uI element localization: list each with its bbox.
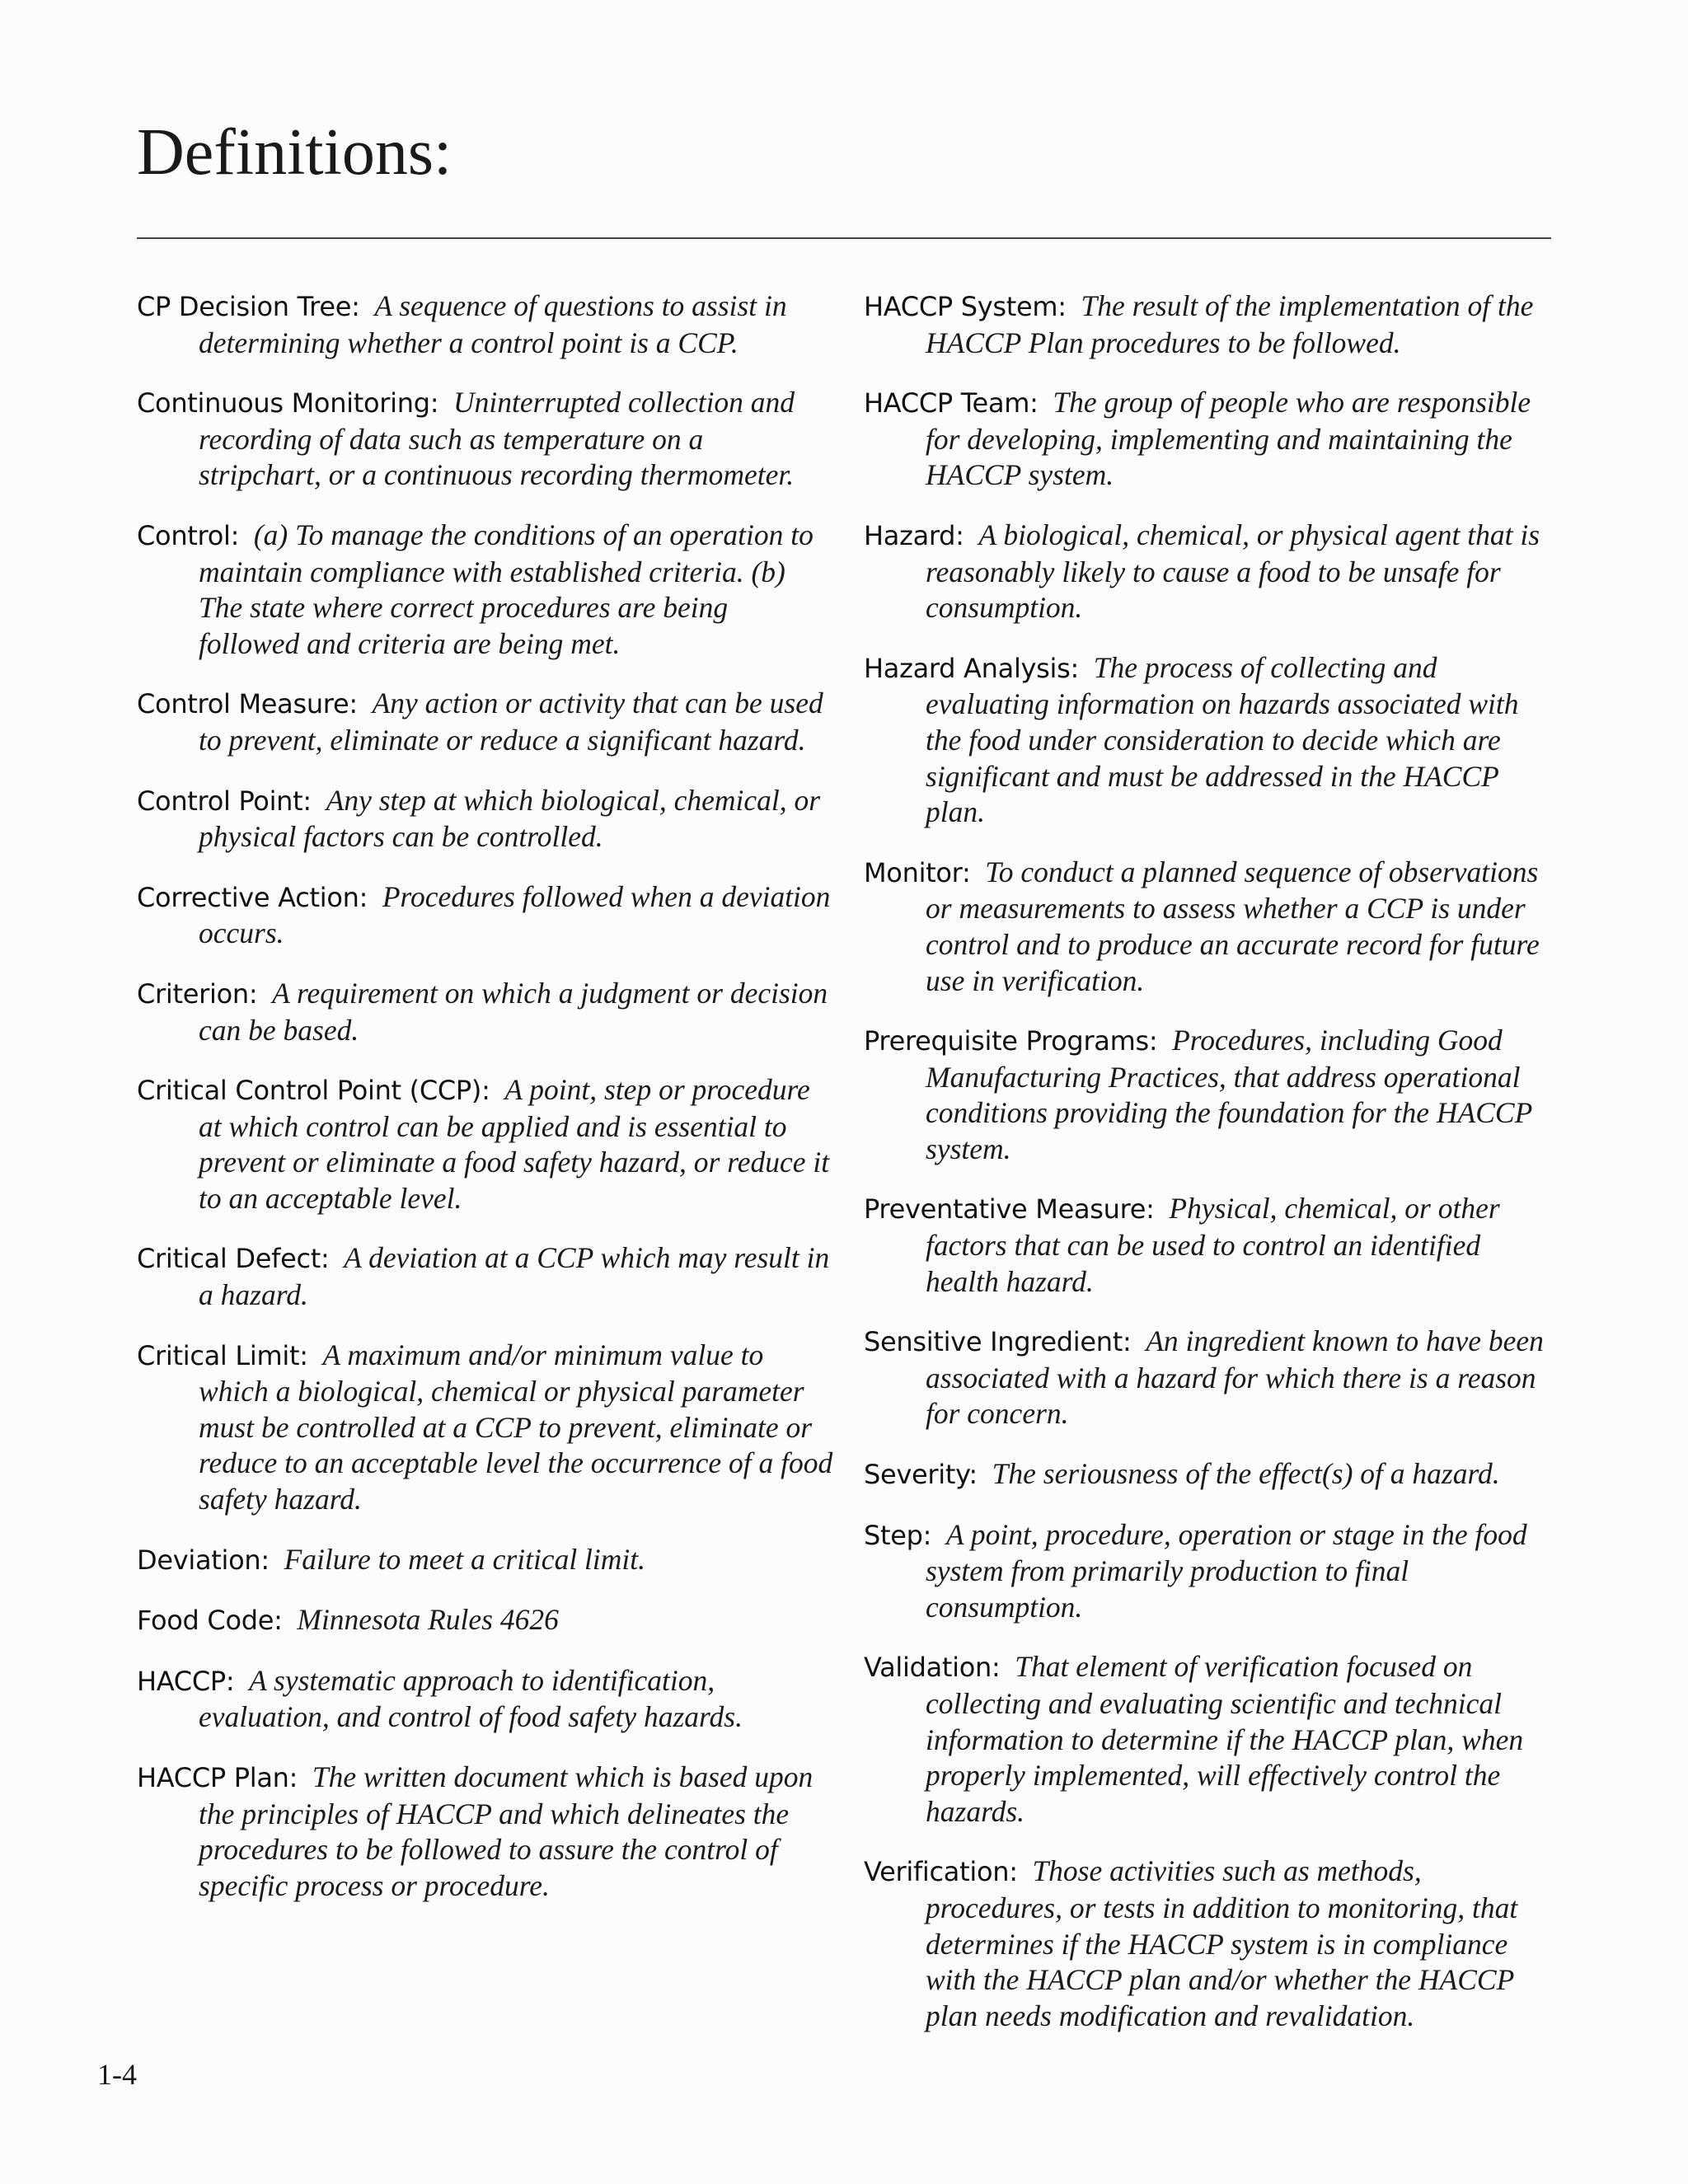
page-title: Definitions: <box>137 116 452 189</box>
definition-text: To conduct a planned sequence of observations or measurements to assess whether a CCP is under control and to produce an accurate record for future use in verification. <box>926 855 1540 997</box>
definition-term: Deviation: <box>137 1544 270 1576</box>
right-column <box>864 288 1560 2058</box>
definition-text: Procedures, including Good Manufacturing Practices, that address operational conditions providing the foundation for the HACCP system. <box>926 1024 1532 1165</box>
page-number: 1-4 <box>97 2058 137 2091</box>
definition-entry <box>864 650 1560 831</box>
title-divider <box>137 237 1551 239</box>
definition-term: Prerequisite Programs: <box>864 1025 1158 1057</box>
definition-entry <box>137 1542 833 1579</box>
definition-entry <box>137 385 833 494</box>
definition-text: Those activities such as methods, procedures, or tests in addition to monitoring, that determines if the HACCP system is in compliance with the HACCP plan and/or whether the HACCP plan needs modification and revalidation. <box>926 1854 1518 2032</box>
definition-term: Food Code: <box>137 1605 283 1637</box>
definition-text: The process of collecting and evaluating information on hazards associated with the food under consideration to decide which are significant and must be addressed in the HACCP plan. <box>926 650 1519 829</box>
definition-term: HACCP: <box>137 1665 235 1697</box>
definition-entry <box>137 686 833 758</box>
definition-term: CP Decision Tree: <box>137 291 360 322</box>
definition-term: Verification: <box>864 1856 1018 1888</box>
definition-term: Validation: <box>864 1652 1001 1684</box>
definition-text: The result of the implementation of the HACCP Plan procedures to be followed. <box>926 289 1534 359</box>
definition-term: Monitor: <box>864 856 971 888</box>
definition-term: HACCP System: <box>864 291 1067 322</box>
definition-term: Severity: <box>864 1459 978 1491</box>
definition-text: A systematic approach to identification, evaluation, and control of food safety hazards. <box>199 1663 743 1734</box>
definition-term: Control Measure: <box>137 688 358 720</box>
definition-term: Control: <box>137 519 240 551</box>
definition-term: Step: <box>864 1519 932 1551</box>
definition-text: That element of verification focused on collecting and evaluating scientific and technical information to determine if the HACCP plan, when properly implemented, will effectively control the hazards. <box>926 1650 1524 1828</box>
definition-term: Continuous Monitoring: <box>137 387 439 419</box>
definition-term: Criterion: <box>137 977 258 1010</box>
definition-text: Failure to meet a critical limit. <box>284 1542 646 1576</box>
definition-text: The written document which is based upon the principles of HACCP and which delineates the procedures to be followed to assure the control of specific process or procedure. <box>199 1760 814 1902</box>
definition-term: HACCP Team: <box>864 387 1039 419</box>
definition-text: A requirement on which a judgment or decision can be based. <box>199 976 828 1047</box>
definition-text: A point, step or procedure at which control can be applied and is essential to prevent or eliminate a food safety hazard, or reduce it to an acceptable level. <box>199 1073 830 1215</box>
definition-text: Minnesota Rules 4626 <box>297 1603 559 1637</box>
definition-text: Procedures followed when a deviation occurs. <box>199 879 831 950</box>
definition-entry <box>137 976 833 1048</box>
definition-entry <box>864 1517 1560 1626</box>
definition-text: The seriousness of the effect(s) of a hazard. <box>992 1457 1500 1491</box>
definition-term: Hazard Analysis: <box>864 652 1079 684</box>
definition-entry <box>137 1072 833 1216</box>
definition-term: Control Point: <box>137 785 312 817</box>
definition-text: (a) To manage the conditions of an operation to maintain compliance with established criteria. (b) The state where correct procedures are being followed and criteria are being met. <box>199 518 814 660</box>
definition-entry <box>864 1324 1560 1432</box>
definition-entry <box>864 518 1560 626</box>
definition-text: A sequence of questions to assist in determining whether a control point is a CCP. <box>199 289 787 359</box>
definition-term: Critical Limit: <box>137 1339 308 1371</box>
definition-entry <box>864 1191 1560 1300</box>
definition-entry <box>137 879 833 952</box>
definition-term: Critical Control Point (CCP): <box>137 1075 490 1107</box>
definition-entry <box>137 518 833 662</box>
definition-text: Any action or activity that can be used to prevent, eliminate or reduce a significant hazard. <box>199 687 823 757</box>
definition-text: Physical, chemical, or other factors that can be used to control an identified health hazard. <box>926 1192 1500 1298</box>
definition-entry <box>137 1338 833 1518</box>
definition-text: A maximum and/or minimum value to which a biological, chemical or physical parameter must be controlled at a CCP to prevent, eliminate or reduce to an acceptable level the occurrence of a food safety hazard. <box>199 1338 833 1516</box>
definition-text: An ingredient known to have been associated with a hazard for which there is a reason for concern. <box>926 1324 1544 1431</box>
definition-entry <box>864 1023 1560 1167</box>
definition-text: A point, procedure, operation or stage in the food system from primarily production to final consumption. <box>926 1517 1527 1624</box>
definition-entry <box>137 1240 833 1313</box>
definition-text: A biological, chemical, or physical agent that is reasonably likely to cause a food to be unsafe for consumption. <box>926 518 1540 625</box>
definition-entry <box>864 1649 1560 1830</box>
definition-entry <box>864 855 1560 999</box>
definition-text: Any step at which biological, chemical, or physical factors can be controlled. <box>199 783 821 854</box>
definition-term: Critical Defect: <box>137 1243 330 1275</box>
left-column <box>137 288 833 1928</box>
definition-entry <box>864 288 1560 361</box>
definition-text: The group of people who are responsible for developing, implementing and maintaining the HACCP system. <box>926 386 1531 492</box>
definition-entry <box>864 385 1560 494</box>
definition-term: Hazard: <box>864 519 964 551</box>
definition-text: Uninterrupted collection and recording of data such as temperature on a stripchart, or a continuous recording thermometer. <box>199 386 795 492</box>
definition-entry <box>864 1854 1560 2034</box>
definition-entry <box>137 1760 833 1904</box>
definition-entry <box>137 1663 833 1736</box>
definition-term: Corrective Action: <box>137 881 368 913</box>
definition-term: Sensitive Ingredient: <box>864 1326 1132 1358</box>
definition-entry <box>864 1456 1560 1493</box>
definition-term: Preventative Measure: <box>864 1193 1155 1226</box>
definition-entry <box>137 288 833 361</box>
definition-entry <box>137 1602 833 1639</box>
definition-entry <box>137 783 833 855</box>
definition-term: HACCP Plan: <box>137 1762 298 1793</box>
definition-text: A deviation at a CCP which may result in a hazard. <box>199 1241 830 1312</box>
